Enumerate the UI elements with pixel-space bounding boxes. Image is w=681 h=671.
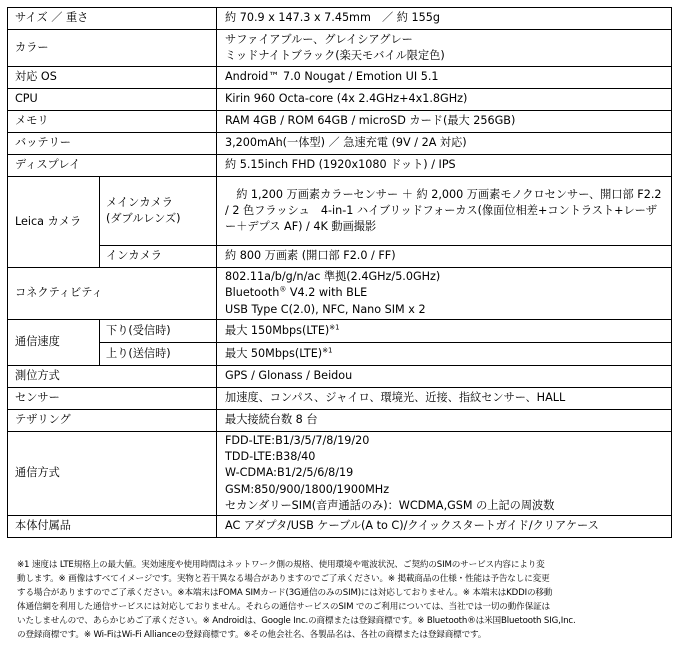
bluetooth-version: V4.2 with BLE [286,286,368,300]
spec-label-speed: 通信速度 [8,320,100,366]
spec-row-display [8,155,672,177]
spec-row-network [8,432,672,516]
footnote-line: する場合がありますのでご了承ください。※本端末はFOMA SIMカード(3G通信のみのSIM)には対応しておりません。※ 本端末はKDDIの移動 [17,587,553,598]
downlink-speed: 最大 150Mbps(LTE) [225,323,330,337]
spec-sublabel-downlink: 下り(受信時) [100,320,217,343]
spec-value-tethering: 最大接続台数 8 台 [217,410,672,432]
spec-row-downlink [8,320,672,343]
footnote-line: 動します。※ 画像はすべてイメージです。実物と若干異なる場合がありますのでご了承ください。※ 掲載商品の仕様・性能は予告なしに変更 [17,573,550,584]
spec-label-accessories: 本体付属品 [8,516,217,538]
network-line: W-CDMA:B1/2/5/6/8/19 [225,466,354,480]
spec-label-cpu: CPU [8,89,217,111]
spec-row-uplink [8,343,672,366]
spec-row-cpu [8,89,672,111]
spec-value-downlink [217,320,672,343]
spec-row-color [8,30,672,67]
registered-mark: ® [279,285,287,294]
spec-value-accessories: AC アダプタ/USB ケーブル(A to C)/クイックスタートガイド/クリアケース [217,516,672,538]
spec-row-battery [8,133,672,155]
bluetooth-text: Bluetooth [225,286,280,300]
spec-label-os: 対応 OS [8,67,217,89]
spec-label-connectivity: コネクティビティ [8,268,217,320]
network-line: セカンダリーSIM(音声通話のみ)：WCDMA,GSM の上記の周波数 [225,498,555,512]
spec-row-main-camera [8,177,672,246]
uplink-speed: 最大 50Mbps(LTE) [225,346,323,360]
spec-label-memory: メモリ [8,111,217,133]
spec-value-display: 約 5.15inch FHD (1920x1080 ドット) / IPS [217,155,672,177]
main-camera-label-2: (ダブルレンズ) [106,212,181,225]
connectivity-line-1: 802.11a/b/g/n/ac 準拠(2.4GHz/5.0GHz) [225,270,441,284]
network-line: TDD-LTE:B38/40 [225,450,316,464]
network-line: FDD-LTE:B1/3/5/7/8/19/20 [225,434,370,448]
spec-row-memory [8,111,672,133]
main-camera-label-1: メインカメラ [106,195,173,209]
spec-value-os: Android™ 7.0 Nougat / Emotion UI 5.1 [217,67,672,89]
spec-label-battery: バッテリー [8,133,217,155]
spec-row-size [8,8,672,30]
connectivity-line-2 [225,285,671,301]
spec-label-color: カラー [8,30,217,67]
spec-row-sensors [8,388,672,410]
spec-row-accessories [8,516,672,538]
spec-table [7,7,672,538]
spec-sublabel-in-camera: インカメラ [100,246,217,268]
spec-label-tethering: テザリング [8,410,217,432]
spec-row-os [8,67,672,89]
footnote-line: 体通信網を利用した通信サービスには対応しておりません。それらの通信サービスのSIM でのご利用については、当社では一切の動作保証は [17,601,550,612]
spec-label-camera: Leica カメラ [8,177,100,268]
downlink-footnote-mark: ※1 [329,323,340,332]
spec-row-in-camera [8,246,672,268]
spec-label-network: 通信方式 [8,432,217,516]
footnotes [17,559,667,643]
spec-value-sensors: 加速度、コンパス、ジャイロ、環境光、近接、指紋センサー、HALL [217,388,672,410]
spec-label-sensors: センサー [8,388,217,410]
spec-sublabel-main-camera [100,177,217,246]
connectivity-line-3: USB Type C(2.0), NFC, Nano SIM x 2 [225,302,426,316]
spec-value-battery: 3,200mAh(一体型) ／ 急速充電 (9V / 2A 対応) [217,133,672,155]
spec-row-connectivity [8,268,672,320]
spec-value-main-camera: 約 1,200 万画素カラーセンサー ＋ 約 2,000 万画素モノクロセンサー、開口部 F2.2 / 2 色フラッシュ 4-in-1 ハイブリッドフォーカス(像面位相差+コントラスト+レーザー＋デプス AF) / 4K 動画撮影 [217,177,672,246]
color-line-1: サファイアブルー、グレイシアグレー [225,32,413,46]
footnote-line: いたしませんので、あらかじめご了承ください。※ Androidは、Google Inc.の商標または登録商標です。※ Bluetooth®は米国Bluetooth SIG,Inc. [17,615,576,626]
spec-value-network [217,432,672,516]
network-line: GSM:850/900/1800/1900MHz [225,482,390,496]
spec-value-uplink [217,343,672,366]
spec-label-positioning: 測位方式 [8,366,217,388]
spec-value-in-camera: 約 800 万画素 (開口部 F2.0 / FF) [217,246,672,268]
spec-value-color [217,30,672,67]
spec-value-connectivity [217,268,672,320]
spec-row-tethering [8,410,672,432]
spec-value-cpu: Kirin 960 Octa-core (4x 2.4GHz+4x1.8GHz) [217,89,672,111]
spec-sublabel-uplink: 上り(送信時) [100,343,217,366]
color-line-2: ミッドナイトブラック(楽天モバイル限定色) [225,49,445,62]
footnote-line: ※1 速度は LTE規格上の最大値。実効速度や使用時間はネットワーク側の規格、使用環境や電波状況、ご契約のSIMのサービス内容により変 [17,560,545,570]
spec-value-positioning: GPS / Glonass / Beidou [217,366,672,388]
spec-row-positioning [8,366,672,388]
uplink-footnote-mark: ※1 [322,346,333,355]
footnote-line: の登録商標です。※ Wi-FiはWi-Fi Allianceの登録商標です。※その他会社名、各製品名は、各社の商標または登録商標です。 [17,629,487,640]
spec-value-memory: RAM 4GB / ROM 64GB / microSD カード(最大 256GB) [217,111,672,133]
spec-label-display: ディスプレイ [8,155,217,177]
spec-value-size: 約 70.9 x 147.3 x 7.45mm ／ 約 155g [217,8,672,30]
spec-label-size: サイズ ／ 重さ [8,8,217,30]
